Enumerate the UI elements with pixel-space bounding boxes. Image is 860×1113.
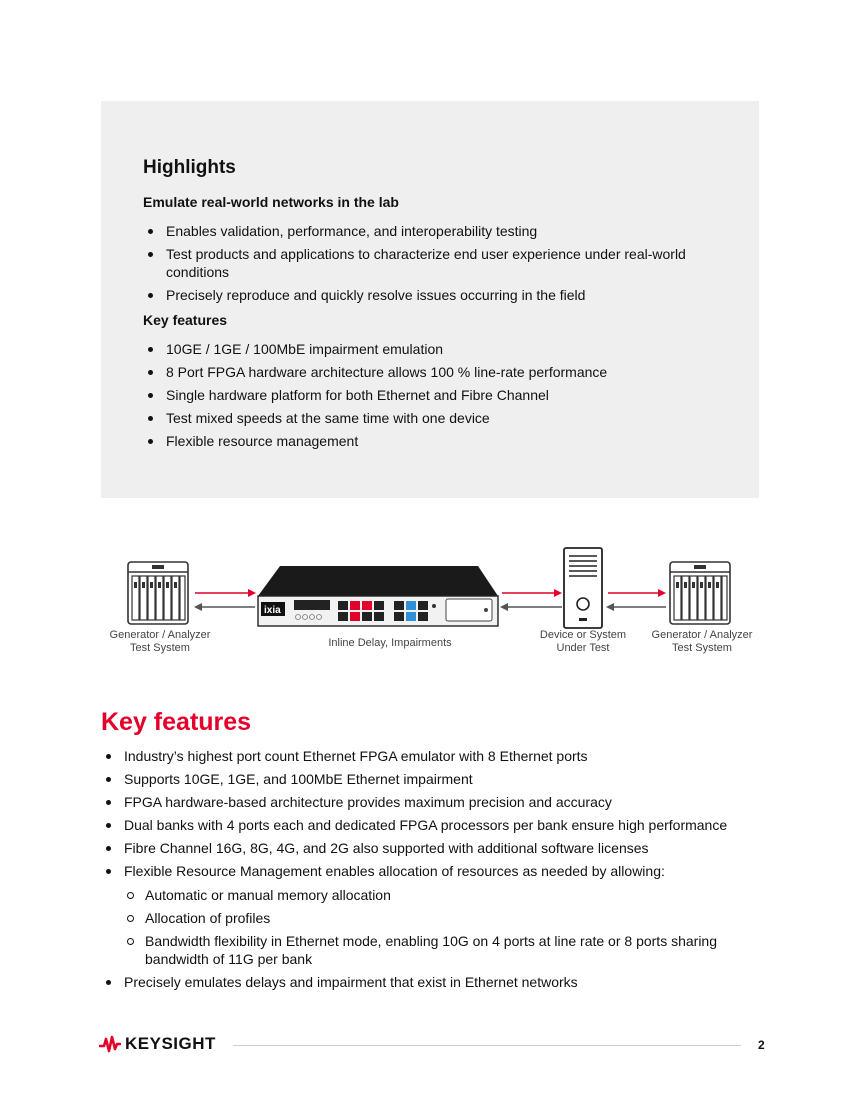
list-item: FPGA hardware-based architecture provides maximum precision and accuracy [101,793,741,811]
key-features-list-end [101,973,741,996]
list-item: Precisely reproduce and quickly resolve issues occurring in the field [143,286,713,304]
list-item: Dual banks with 4 ports each and dedicated FPGA processors per bank ensure high performance [101,816,741,834]
list-item: 8 Port FPGA hardware architecture allows 100 % line-rate performance [143,363,713,381]
list-item: Industry’s highest port count Ethernet FPGA emulator with 8 Ethernet ports [101,747,741,765]
highlights-section2-list [143,340,713,455]
generator-chassis-icon-left [128,562,188,624]
list-item: Enables validation, performance, and interoperability testing [143,222,713,240]
list-item: Test products and applications to characterize end user experience under real-world conditions [143,245,713,281]
footer-divider [233,1045,741,1046]
arrows-far-right [606,589,666,611]
highlights-section2-title: Key features [143,312,228,328]
keysight-wave-icon [99,1034,121,1054]
impairment-device-icon [258,566,498,626]
list-item: 10GE / 1GE / 100MbE impairment emulation [143,340,713,358]
label-generator-right: Generator / Analyzer Test System [651,629,753,654]
network-diagram [100,540,760,670]
label-inline-device: Inline Delay, Impairments [328,637,452,649]
key-features-heading: Key features [101,708,252,736]
page-number: 2 [758,1038,765,1052]
list-item: Supports 10GE, 1GE, and 100MbE Ethernet impairment [101,770,741,788]
server-icon [564,548,602,628]
list-item: Precisely emulates delays and impairment that exist in Ethernet networks [101,973,741,991]
highlights-section1-title: Emulate real-world networks in the lab [143,194,399,210]
arrows-right [500,589,562,611]
sub-list-item: Bandwidth flexibility in Ethernet mode, enabling 10G on 4 ports at line rate or 8 ports sharing bandwidth of 11G per bank [122,932,722,968]
keysight-logo [99,1034,216,1054]
highlights-title: Highlights [143,157,236,178]
list-item: Test mixed speeds at the same time with one device [143,409,713,427]
sub-list-item: Automatic or manual memory allocation [122,886,722,904]
generator-chassis-icon-right [670,562,730,624]
list-item: Flexible Resource Management enables allocation of resources as needed by allowing: [101,862,741,880]
label-generator-left: Generator / Analyzer Test System [109,629,211,654]
brand-name: KEYSIGHT [125,1034,216,1053]
sub-list-item: Allocation of profiles [122,909,722,927]
device-brand: ixia [264,605,281,616]
list-item: Single hardware platform for both Ethernet and Fibre Channel [143,386,713,404]
label-dut: Device or System Under Test [539,629,627,654]
list-item: Fibre Channel 16G, 8G, 4G, and 2G also supported with additional software licenses [101,839,741,857]
list-item: Flexible resource management [143,432,713,450]
highlights-section1-list [143,222,713,309]
key-features-sublist [122,886,722,973]
key-features-list [101,747,741,885]
arrows-left [194,589,256,611]
